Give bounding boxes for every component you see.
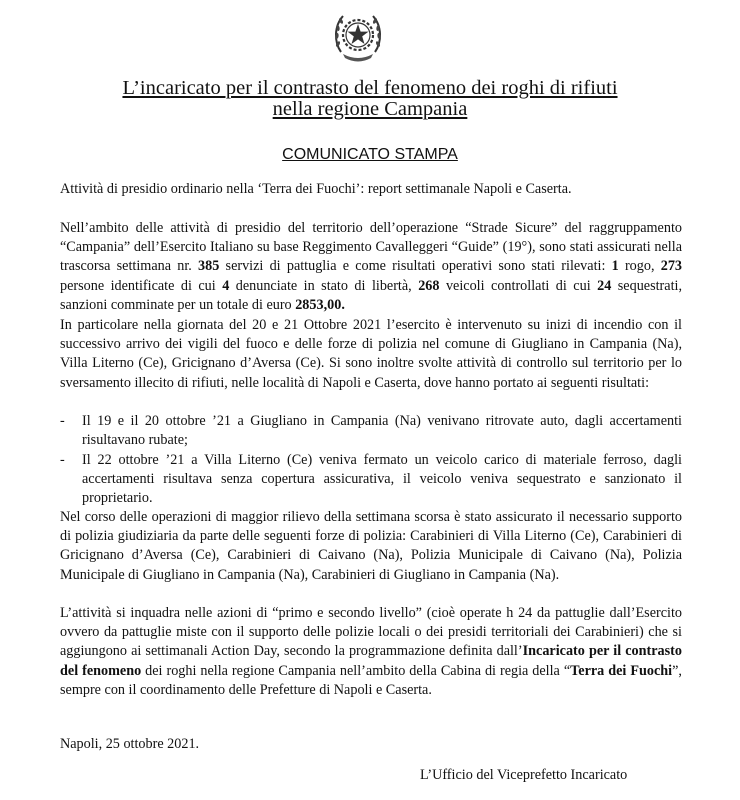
incidents-paragraph: In particolare nella giornata del 20 e 21 Ottobre 2021 l’esercito è intervenuto su inizi di incendio con il successivo arrivo dei vigili del fuoco e delle forze di polizia nel comune di Giugliano in Campania (Na), Villa Literno (Ce), Gricignano d’Aversa (Ce). Si sono inoltre svolte attività di controllo sul territorio per lo sversamento illecito di rifiuti, nelle località di Napoli e Caserta, dove hanno portato ai seguenti risultati: [60, 317, 682, 391]
title-line-1: L’incaricato per il contrasto del fenomeno dei roghi di rifiuti [122, 77, 618, 99]
report-text-g: sequestrati, sanzioni comminate per un totale di euro [60, 277, 682, 313]
report-text-c: rogo, [618, 258, 661, 275]
bullet-item [60, 412, 682, 450]
report-text-d: persone identificate di cui [60, 277, 223, 294]
intro-paragraph: Attività di presidio ordinario nella ‘Terra dei Fuochi’: report settimanale Napoli e Caserta. [60, 181, 572, 197]
italian-republic-emblem-icon [331, 8, 385, 66]
patrol-count: 385 [198, 258, 220, 275]
date-line: Napoli, 25 ottobre 2021. [60, 736, 200, 752]
seized-count: 24 [597, 277, 612, 294]
bullet-text: Il 19 e il 20 ottobre ’21 a Giugliano in Campania (Na) venivano ritrovate auto, dagli accertamenti risultavano rubate; [82, 413, 682, 449]
report-text-a: Nell’ambito delle attività di presidio del territorio dell’operazione “Strade Sicure” del raggruppamento “Campania” dell’Esercito Italiano su base Reggimento Cavalleggeri “Guide” (19°), sono stati assicurati nella trascorsa settimana nr. [60, 220, 682, 275]
coordination-bold-1: Incaricato per il contrasto del fenomeno [60, 643, 682, 679]
fines-total: 2853,00. [295, 296, 345, 313]
coordination-text-c: ”, sempre con il coordinamento delle Prefetture di Napoli e Caserta. [60, 662, 682, 698]
identified-count: 273 [660, 258, 682, 275]
report-paragraph [60, 219, 682, 315]
coordination-text-a: L’attività si inquadra nelle azioni di “primo e secondo livello” (cioè operate h 24 da pattuglie dall’Esercito ovvero da pattuglie miste con il supporto delle polizie locali o dei presidi territoriali dei Carabinieri) che si aggiungono ai settimanali Action Day, secondo la programmazione definita dall’ [60, 605, 682, 660]
vehicle-count: 268 [418, 277, 440, 294]
bullet-item [60, 451, 682, 509]
report-text-e: denunciate in stato di libertà, [229, 277, 419, 294]
press-release-heading: COMUNICATO STAMPA [282, 146, 458, 163]
bullet-text: Il 22 ottobre ’21 a Villa Literno (Ce) veniva fermato un veicolo carico di materiale ferroso, dagli accertamenti risultava senza copertura assicurativa, il veicolo veniva sequestrato e sanzionato il proprietario. [82, 452, 682, 507]
report-text-b: servizi di pattuglia e come risultati operativi sono stati rilevati: [219, 258, 612, 275]
bullet-dash: - [60, 452, 65, 468]
police-support-paragraph: Nel corso delle operazioni di maggior rilievo della settimana scorsa è stato assicurato il necessario supporto di polizia giudiziaria da parte delle seguenti forze di polizia: Carabinieri di Villa Literno (Ce), Carabinieri di Gricignano d’Aversa (Ce), Carabinieri di Caivano (Na), Polizia Municipale di Caivano (Na), Polizia Municipale di Giugliano in Campania (Na), Carabinieri di Giugliano in Campania (Na). [60, 509, 682, 583]
signature: L’Ufficio del Viceprefetto Incaricato [420, 767, 628, 783]
coordination-text-b: dei roghi nella regione Campania nell’ambito della Cabina di regia della “ [141, 662, 571, 679]
bullet-dash: - [60, 413, 65, 429]
coordination-bold-2: Terra dei Fuochi [570, 662, 673, 679]
title-line-2: nella regione Campania [272, 98, 468, 120]
coordination-paragraph [60, 604, 682, 700]
report-text-f: veicoli controllati di cui [439, 277, 598, 294]
fire-count: 1 [611, 258, 619, 275]
reported-count: 4 [222, 277, 230, 294]
